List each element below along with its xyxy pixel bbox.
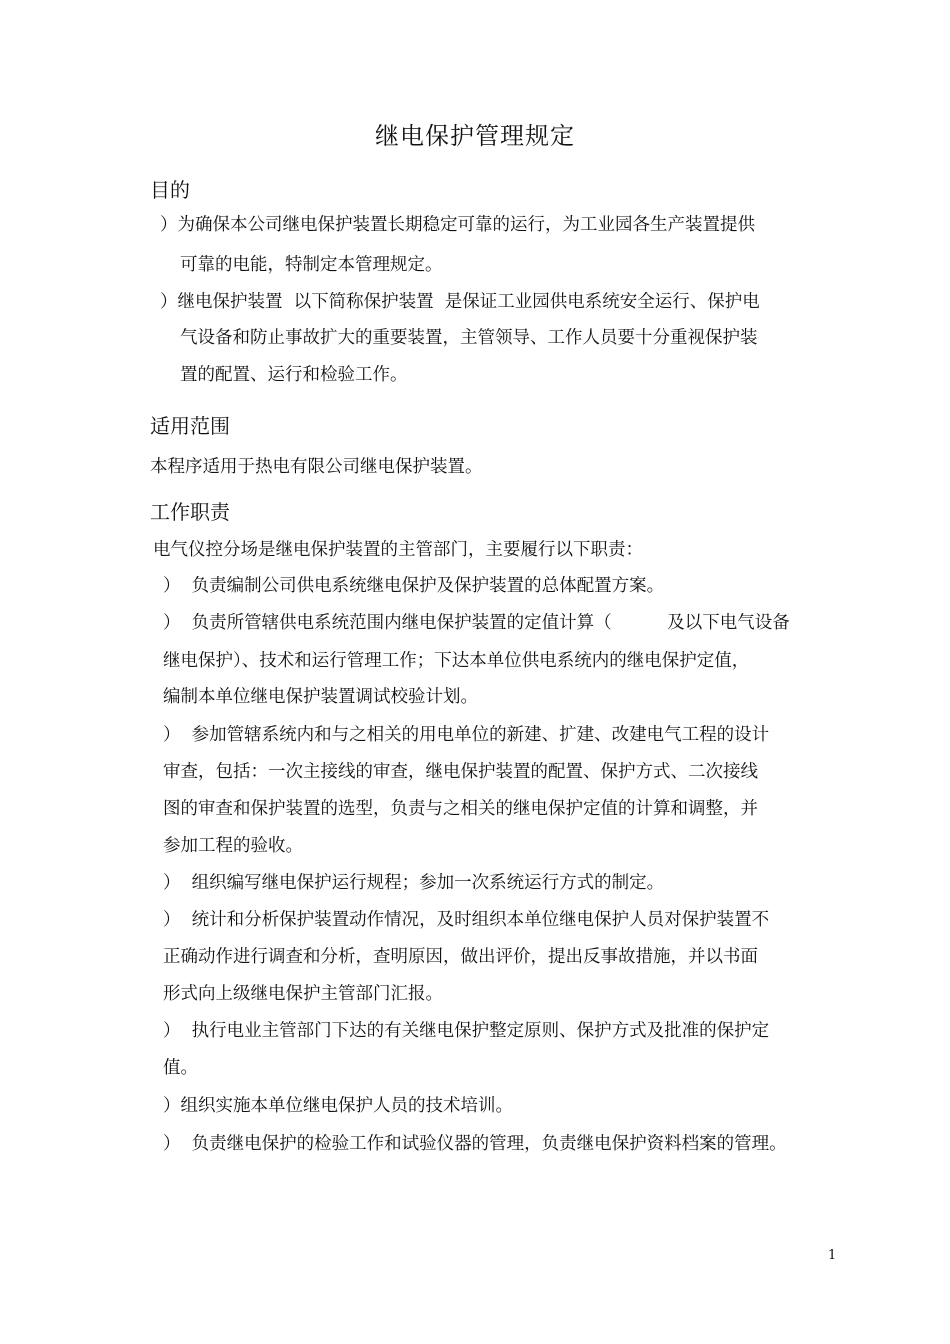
paragraph-line: 电气仪控分场是继电保护装置的主管部门，主要履行以下职责：	[153, 540, 643, 560]
paragraph-line: 编制本单位继电保护装置调试校验计划。	[163, 687, 478, 707]
paragraph-line: 可靠的电能，特制定本管理规定。	[180, 255, 443, 275]
paragraph-line: 置的配置、运行和检验工作。	[180, 365, 408, 385]
paragraph-line: 本程序适用于热电有限公司继电保护装置。	[150, 457, 483, 477]
paragraph-line: ） 统计和分析保护装置动作情况，及时组织本单位继电保护人员对保护装置不	[163, 910, 770, 930]
paragraph-line: 值。	[163, 1058, 198, 1078]
paragraph-line: ） 组织编写继电保护运行规程；参加一次系统运行方式的制定。	[163, 873, 665, 893]
paragraph-line: ） 执行电业主管部门下达的有关继电保护整定原则、保护方式及批准的保护定	[163, 1021, 770, 1041]
paragraph-line: ）继电保护装置 以下简称保护装置 是保证工业园供电系统安全运行、保护电	[160, 292, 760, 312]
document-title: 继电保护管理规定	[375, 122, 575, 150]
section-heading-duties: 工作职责	[150, 500, 230, 524]
paragraph-line: ） 负责编制公司供电系统继电保护及保护装置的总体配置方案。	[163, 576, 665, 596]
paragraph-line: 参加工程的验收。	[163, 836, 303, 856]
paragraph-line: 正确动作进行调查和分析，查明原因，做出评价，提出反事故措施，并以书面	[163, 947, 758, 967]
paragraph-line: ）为确保本公司继电保护装置长期稳定可靠的运行，为工业园各生产装置提供	[160, 215, 755, 235]
paragraph-line: 审查，包括：一次主接线的审查，继电保护装置的配置、保护方式、二次接线	[163, 762, 758, 782]
paragraph-line: 形式向上级继电保护主管部门汇报。	[163, 984, 443, 1004]
section-heading-scope: 适用范围	[150, 414, 230, 438]
paragraph-line: 图的审查和保护装置的选型，负责与之相关的继电保护定值的计算和调整，并	[163, 799, 758, 819]
paragraph-line: ） 负责所管辖供电系统范围内继电保护装置的定值计算（ 及以下电气设备	[163, 613, 790, 633]
paragraph-line: 继电保护）、技术和运行管理工作；下达本单位供电系统内的继电保护定值，	[163, 651, 750, 671]
section-heading-purpose: 目的	[150, 178, 190, 202]
page-number: 1	[828, 1248, 837, 1263]
paragraph-line: 气设备和防止事故扩大的重要装置，主管领导、工作人员要十分重视保护装	[180, 328, 758, 348]
paragraph-line: ） 负责继电保护的检验工作和试验仪器的管理，负责继电保护资料档案的管理。	[163, 1134, 787, 1154]
paragraph-line: ） 参加管辖系统内和与之相关的用电单位的新建、扩建、改建电气工程的设计	[163, 725, 770, 745]
paragraph-line: ）组织实施本单位继电保护人员的技术培训。	[163, 1096, 513, 1116]
